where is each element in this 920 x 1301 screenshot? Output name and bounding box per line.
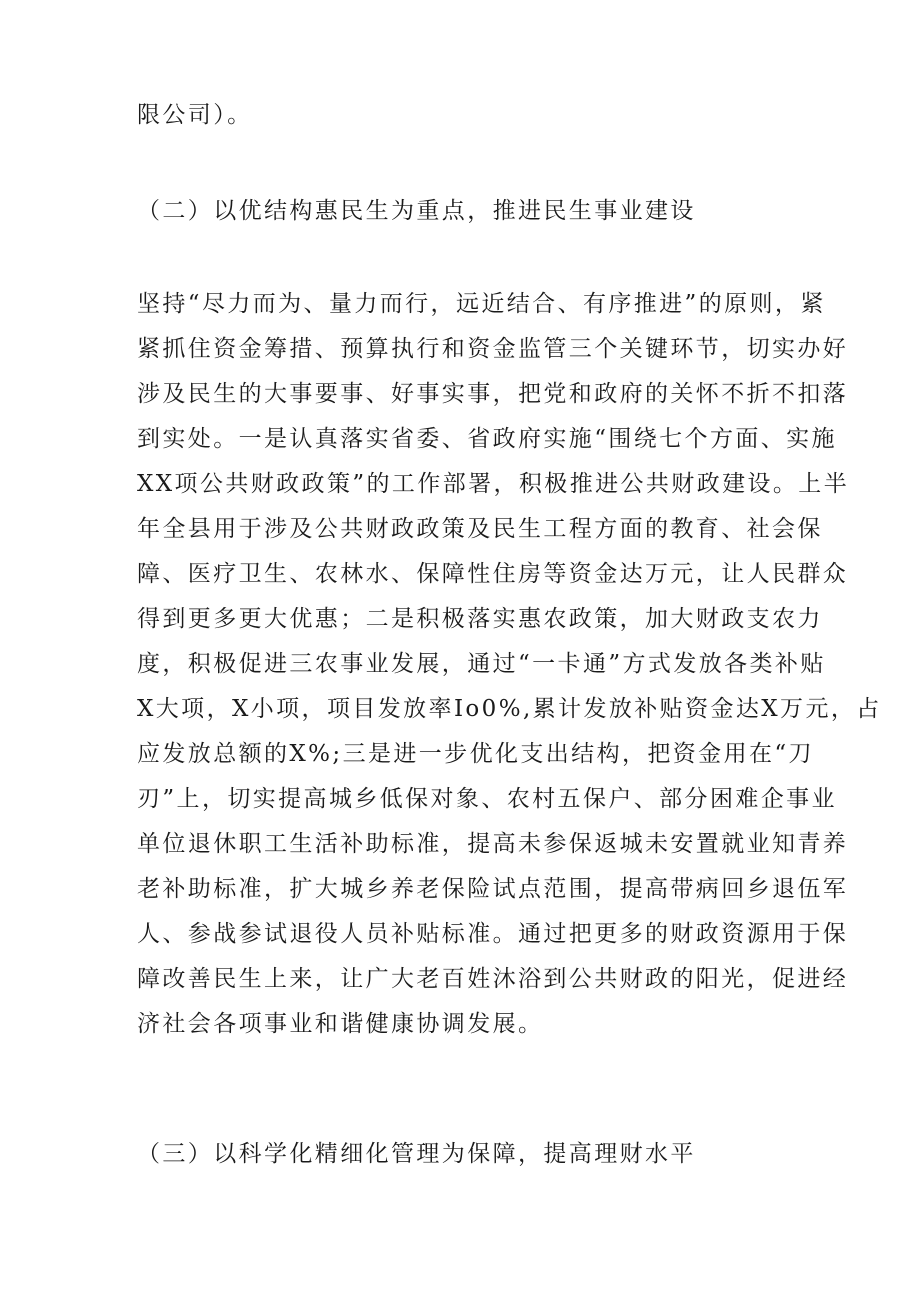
paragraph-line: 度，积极促进三农事业发展，通过“一卡通”方式发放各类补贴 bbox=[137, 651, 826, 677]
paragraph-line: 人、参战参试退役人员补贴标准。通过把更多的财政资源用于保 bbox=[137, 921, 849, 947]
paragraph-line: 济社会各项事业和谐健康协调发展。 bbox=[137, 1011, 544, 1037]
paragraph-line: 障、医疗卫生、农林水、保障性住房等资金达万元，让人民群众 bbox=[137, 561, 849, 587]
paragraph-line: 年全县用于涉及公共财政政策及民生工程方面的教育、社会保 bbox=[137, 516, 823, 542]
section-3-heading: （三）以科学化精细化管理为保障，提高理财水平 bbox=[137, 1141, 696, 1167]
paragraph-line: 坚持“尽力而为、量力而行，远近结合、有序推进”的原则，紧 bbox=[137, 291, 826, 317]
paragraph-line: 得到更多更大优惠；二是积极落实惠农政策，加大财政支农力 bbox=[137, 606, 823, 632]
paragraph-line: 涉及民生的大事要事、好事实事，把党和政府的关怀不折不扣落 bbox=[137, 381, 849, 407]
paragraph-line: 障改善民生上来，让广大老百姓沐浴到公共财政的阳光，促进经 bbox=[137, 966, 849, 992]
paragraph-line: 紧抓住资金筹措、预算执行和资金监管三个关键环节，切实办好 bbox=[137, 336, 849, 362]
paragraph-line: 老补助标准，扩大城乡养老保险试点范围，提高带病回乡退伍军 bbox=[137, 876, 849, 902]
paragraph-line: 应发放总额的X%;三是进一步优化支出结构，把资金用在“刀 bbox=[137, 741, 814, 767]
paragraph-line: X大项，X小项，项目发放率Io0%,累计发放补贴资金达X万元，占 bbox=[137, 696, 882, 722]
paragraph-line: 单位退休职工生活补助标准，提高未参保返城未安置就业知青养 bbox=[137, 831, 849, 857]
section-2-heading: （二）以优结构惠民生为重点，推进民生事业建设 bbox=[137, 198, 696, 224]
paragraph-line: 到实处。一是认真落实省委、省政府实施“围绕七个方面、实施 bbox=[137, 426, 837, 452]
top-fragment-text: 限公司）。 bbox=[137, 102, 253, 128]
paragraph-line: XX项公共财政政策”的工作部署，积极推进公共财政建设。上半 bbox=[137, 471, 850, 497]
paragraph-line: 刃”上，切实提高城乡低保对象、农村五保户、部分困难企事业 bbox=[137, 786, 837, 812]
